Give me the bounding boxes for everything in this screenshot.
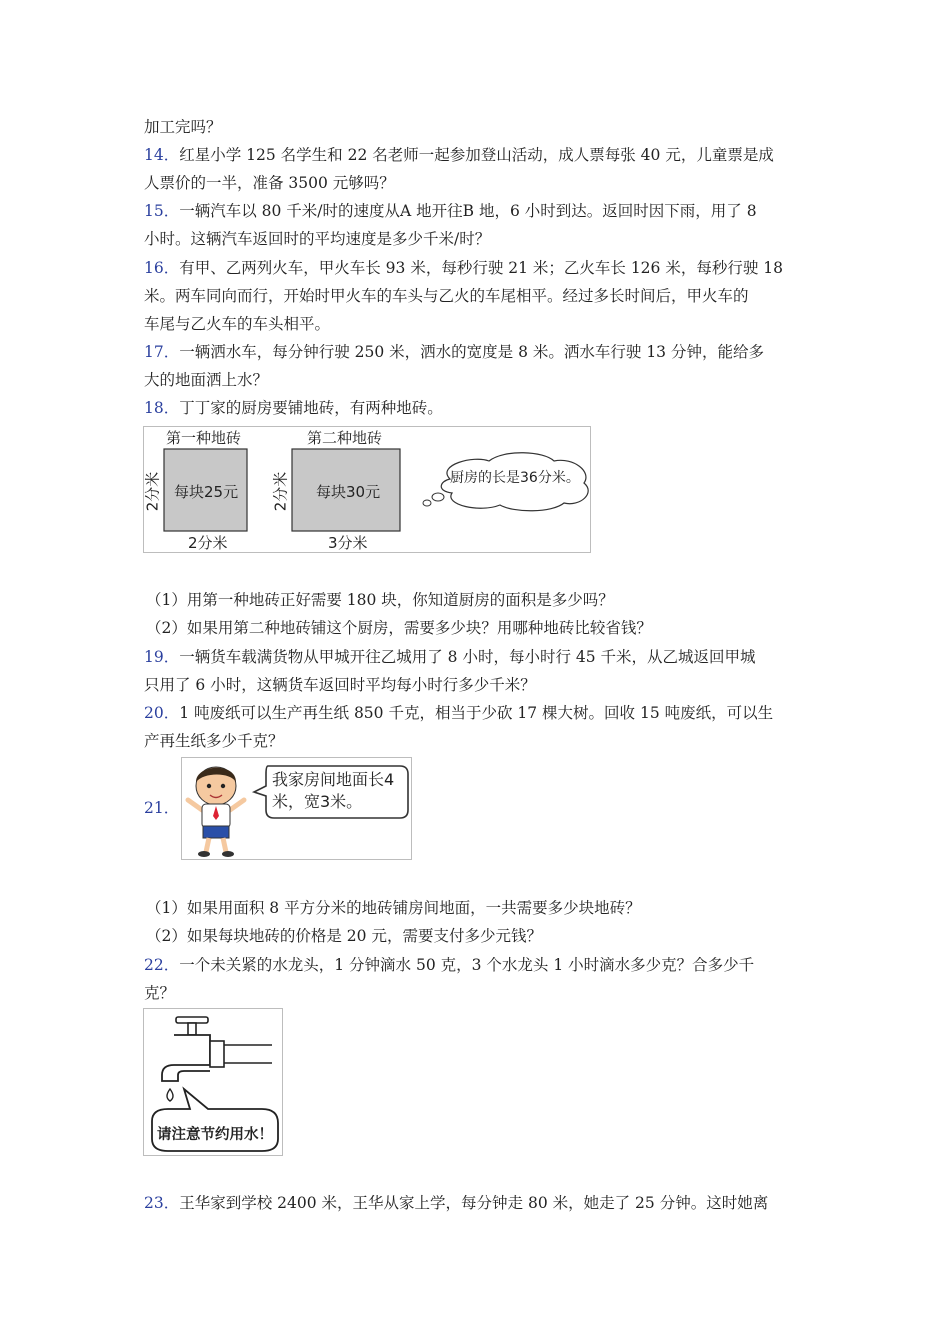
question-22: 22．一个未关紧的水龙头，1 分钟滴水 50 克，3 个水龙头 1 小时滴水多少克？合多少千 xyxy=(144,956,755,974)
question-number: 17． xyxy=(144,343,180,361)
tile-2-bottom-label: 3分米 xyxy=(328,534,368,552)
text-line: 车尾与乙火车的车头相平。 xyxy=(144,315,331,333)
text-line: 加工完吗？ xyxy=(144,118,222,136)
sub-question: （1）如果用面积 8 平方分米的地砖铺房间地面，一共需要多少块地砖？ xyxy=(146,899,641,917)
tile-1-bottom-label: 2分米 xyxy=(188,534,228,552)
bubble-dot xyxy=(432,493,444,501)
water-drop-icon xyxy=(167,1089,173,1101)
question-number: 19． xyxy=(144,648,180,666)
sub-question: （2）如果每块地砖的价格是 20 元，需要支付多少元钱？ xyxy=(146,927,542,945)
faucet-handle xyxy=(176,1017,208,1023)
text-line: 小时。这辆汽车返回时的平均速度是多少千米/时？ xyxy=(144,230,491,248)
tile-1-side-label: 2分米 xyxy=(143,471,162,512)
tile-1-price: 每块25元 xyxy=(174,483,239,501)
question-number: 16． xyxy=(144,259,180,277)
question-number: 23． xyxy=(144,1194,180,1212)
question-number: 18． xyxy=(144,399,180,417)
tile-figure xyxy=(143,426,591,553)
question-number: 22． xyxy=(144,956,180,974)
question-15: 15．一辆汽车以 80 千米/时的速度从A 地开往B 地，6 小时到达。返回时因下雨，用了 8 xyxy=(144,202,757,220)
text-line: 产再生纸多少千克？ xyxy=(144,732,284,750)
faucet-pipe-joint xyxy=(210,1041,224,1067)
text-line: 大的地面洒上水？ xyxy=(144,371,269,389)
question-18: 18．丁丁家的厨房要铺地砖，有两种地砖。 xyxy=(144,399,443,417)
text-line: 只用了 6 小时，这辆货车返回时平均每小时行多少千米？ xyxy=(144,676,536,694)
question-21-number: 21． xyxy=(144,799,180,817)
question-19: 19．一辆货车载满货物从甲城开往乙城用了 8 小时，每小时行 45 千米，从乙城返回甲城 xyxy=(144,648,756,666)
bubble-dot xyxy=(423,500,431,506)
faucet-body xyxy=(162,1035,210,1081)
boy-figure xyxy=(181,757,412,860)
text-line: 米。两车同向而行，开始时甲火车的车头与乙火的车尾相平。经过多长时间后，甲火车的 xyxy=(144,287,749,305)
tile-2-price: 每块30元 xyxy=(316,483,381,501)
tile-2-title: 第二种地砖 xyxy=(307,429,383,447)
question-number: 14． xyxy=(144,146,180,164)
text-line: 克？ xyxy=(144,984,176,1002)
tile-2-side-label: 2分米 xyxy=(271,471,290,512)
question-17: 17．一辆洒水车，每分钟行驶 250 米，洒水的宽度是 8 米。洒水车行驶 13 分钟，能给多 xyxy=(144,343,764,361)
sub-question: （1）用第一种地砖正好需要 180 块，你知道厨房的面积是多少吗？ xyxy=(146,591,614,609)
question-20: 20．1 吨废纸可以生产再生纸 850 千克，相当于少砍 17 棵大树。回收 15 吨废纸，可以生 xyxy=(144,704,774,722)
question-number: 20． xyxy=(144,704,180,722)
question-23: 23．王华家到学校 2400 米，王华从家上学，每分钟走 80 米，她走了 25 分钟。这时她离 xyxy=(144,1194,769,1212)
tile-1-title: 第一种地砖 xyxy=(166,429,242,447)
speech-line-1: 我家房间地面长4 xyxy=(272,770,395,789)
boy-shorts xyxy=(203,826,229,838)
question-14: 14．红星小学 125 名学生和 22 名老师一起参加登山活动，成人票每张 40 元，儿童票是成 xyxy=(144,146,774,164)
slogan-text: 请注意节约用水！ xyxy=(157,1127,273,1143)
bubble-text: 厨房的长是36分米。 xyxy=(450,470,580,486)
question-number: 15． xyxy=(144,202,180,220)
question-16: 16．有甲、乙两列火车，甲火车长 93 米，每秒行驶 21 米；乙火车长 126 米，每秒行驶 18 xyxy=(144,259,783,277)
speech-line-2: 米，宽3米。 xyxy=(272,792,363,811)
sub-question: （2）如果用第二种地砖铺这个厨房，需要多少块？用哪种地砖比较省钱？ xyxy=(146,619,652,637)
text-line: 人票价的一半，准备 3500 元够吗？ xyxy=(144,174,395,192)
faucet-figure xyxy=(143,1008,283,1156)
